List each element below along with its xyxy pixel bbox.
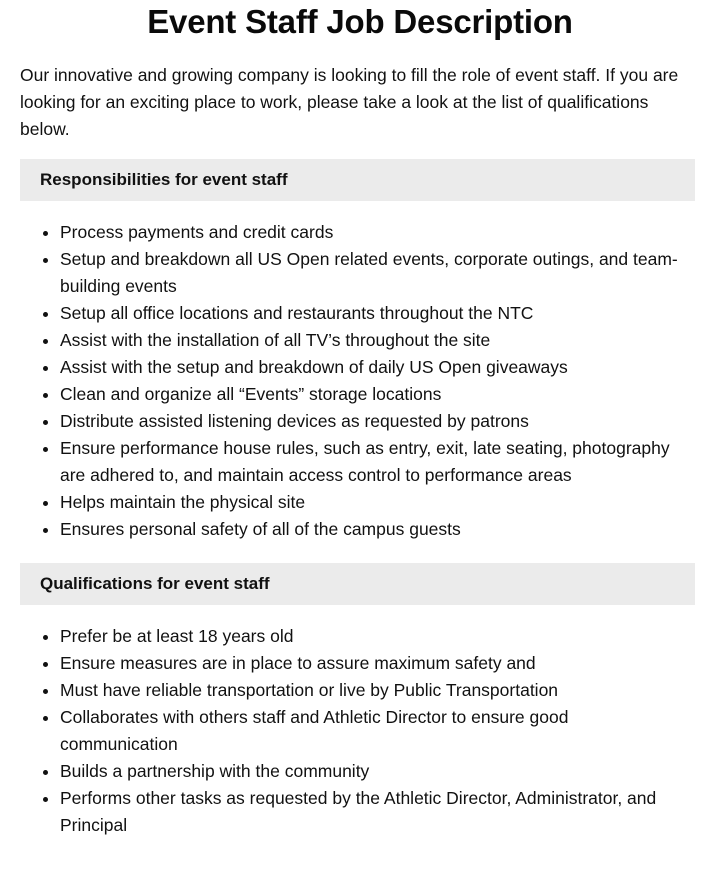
bullet-dot-icon	[43, 528, 48, 533]
list-item-text: Process payments and credit cards	[60, 222, 334, 242]
bullet-dot-icon	[43, 312, 48, 317]
list-item-text: Builds a partnership with the community	[60, 761, 370, 781]
list-item-text: Setup all office locations and restaurants throughout the NTC	[60, 303, 534, 323]
bullet-dot-icon	[43, 501, 48, 506]
bullet-dot-icon	[43, 635, 48, 640]
list-item-text: Clean and organize all “Events” storage locations	[60, 384, 442, 404]
list-item-text: Setup and breakdown all US Open related events, corporate outings, and team-building events	[60, 249, 678, 296]
list-item-text: Assist with the installation of all TV’s throughout the site	[60, 330, 491, 350]
bullet-dot-icon	[43, 662, 48, 667]
list-item-text: Ensures personal safety of all of the campus guests	[60, 519, 461, 539]
list-item-text: Collaborates with others staff and Athletic Director to ensure good communication	[60, 707, 569, 754]
bullet-dot-icon	[43, 393, 48, 398]
list-item	[0, 327, 720, 354]
list-item	[0, 758, 720, 785]
list-item	[0, 354, 720, 381]
list-item-text: Performs other tasks as requested by the Athletic Director, Administrator, and Principal	[60, 788, 657, 835]
intro-paragraph: Our innovative and growing company is looking to fill the role of event staff. If you are looking for an exciting place to work, please take a look at the list of qualifications below.	[20, 65, 679, 139]
list-item-text: Ensure performance house rules, such as entry, exit, late seating, photography are adhered to, and maintain access control to performance areas	[60, 438, 670, 485]
list-item	[0, 677, 720, 704]
list-item	[0, 704, 720, 758]
responsibilities-header: Responsibilities for event staff	[20, 159, 695, 201]
qualifications-header: Qualifications for event staff	[20, 563, 695, 605]
list-item	[0, 246, 720, 300]
bullet-dot-icon	[43, 689, 48, 694]
list-item	[0, 219, 720, 246]
list-item-text: Distribute assisted listening devices as requested by patrons	[60, 411, 529, 431]
list-item	[0, 785, 720, 839]
list-item-text: Helps maintain the physical site	[60, 492, 306, 512]
list-item	[0, 300, 720, 327]
list-item	[0, 408, 720, 435]
page-title: Event Staff Job Description	[147, 3, 573, 40]
responsibilities-list	[0, 219, 720, 543]
list-item	[0, 489, 720, 516]
list-item	[0, 516, 720, 543]
list-item	[0, 650, 720, 677]
bullet-dot-icon	[43, 366, 48, 371]
bullet-dot-icon	[43, 339, 48, 344]
bullet-dot-icon	[43, 770, 48, 775]
list-item-text: Must have reliable transportation or live by Public Transportation	[60, 680, 559, 700]
list-item	[0, 381, 720, 408]
bullet-dot-icon	[43, 231, 48, 236]
list-item-text: Prefer be at least 18 years old	[60, 626, 294, 646]
list-item-text: Assist with the setup and breakdown of daily US Open giveaways	[60, 357, 568, 377]
bullet-dot-icon	[43, 716, 48, 721]
bullet-dot-icon	[43, 447, 48, 452]
list-item	[0, 623, 720, 650]
bullet-dot-icon	[43, 420, 48, 425]
bullet-dot-icon	[43, 258, 48, 263]
list-item-text: Ensure measures are in place to assure maximum safety and	[60, 653, 536, 673]
list-item	[0, 435, 720, 489]
qualifications-list	[0, 623, 720, 839]
bullet-dot-icon	[43, 797, 48, 802]
